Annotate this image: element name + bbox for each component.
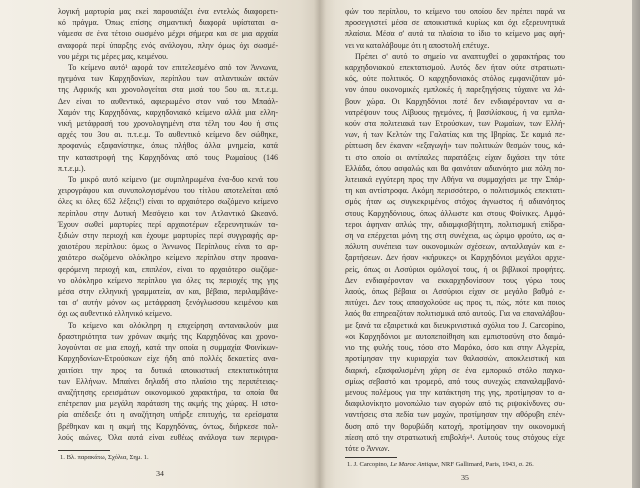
text-line: δυση από την θορυβώδη κατοχή, προτίμησαν την οικονομική bbox=[345, 421, 565, 431]
footnote-rule bbox=[345, 457, 397, 458]
text-line: ται σ' αυτήν μόνον ως μετάφραση ξενόγλωσσου κειμένου και bbox=[58, 298, 278, 308]
text-line: ξιδιών στην περιοχή και έχουμε μαρτυρίες περί συγγραφής αρ- bbox=[58, 231, 278, 241]
footnote-book-title: Le Maroc Antique bbox=[390, 461, 438, 468]
text-line: διαφιλονίκητο μονοπώλιο των αγορών από τις ριψοκίνδυνες συ- bbox=[345, 399, 565, 409]
text-line: νατρέψουν τους Λίβυους ηγεμόνες, ή βασιλίσκους, ή να εμπλα- bbox=[345, 107, 565, 117]
text-line: Το κείμενο και ολόκληρη η επιχείρηση αντανακλούν μια bbox=[68, 320, 278, 330]
text-line: περίπλου στην Δυτική Μεσόγειο και τον Ατλαντικό Ωκεανό. bbox=[58, 208, 278, 218]
text-line: προτίμησαν την κυριαρχία των θαλασσών, αποκλειστική και bbox=[345, 354, 565, 364]
footnote: 1. Βλ. παρακάτω, Σχόλια, Σημ. 1. bbox=[60, 454, 149, 461]
text-line: νάμεσα σε ένα τέτοιο σωσμένο μέχρι σήμερα και σε μια αρχαία bbox=[58, 29, 278, 39]
text-line: με ξανά τα εξαιρετικά και διευκρινιστικά σχόλια του J. Carcopino, bbox=[345, 320, 565, 330]
text-line: ρίπτωση δεν έκαναν «εξαγωγή» των πολιτικών θεσμών τους, κά- bbox=[345, 141, 565, 151]
paragraph bbox=[58, 320, 278, 443]
text-line: όχι ως αυθεντικό ελληνικό κείμενο. bbox=[58, 309, 172, 319]
text-line: πιτύχει. Δεν τους απασχολούσε ως προς τι, πώς, πότε και ποιος bbox=[345, 298, 565, 308]
text-line: βρέθηκαν και η ακμή της Καρχηδόνας, όντως, διήρκεσε πολ- bbox=[58, 421, 278, 431]
text-line: νο ολόκληρο κείμενο περίπλου για όλες τις περιοχές της γης bbox=[58, 275, 278, 285]
text-line: ξαρτήσεων. Δεν ήσαν «κήρυκες» οι Καρχηδόνιοι μεγάλοι αρχιε- bbox=[345, 253, 565, 263]
paragraph bbox=[58, 62, 278, 174]
text-line: νων, ή των Κελτών της Γαλατίας και της Ιβηρίας. Σε καμιά πε- bbox=[345, 130, 565, 140]
text-line: νει να καταλάβουμε ότι η αποστολή επέτυχε. bbox=[345, 40, 490, 50]
text-line: φερόμενη περιοχή και, επιπλέον, είναι το αρχαιότερο σωζόμε- bbox=[58, 264, 278, 274]
text-line: σμός ήταν ως συγκεκριμένος στόχος άγνωστος ή αδιανόητος bbox=[345, 197, 565, 207]
text-line: Έχουν σωθεί μαρτυρίες περί αρχαιοτέρων εξερευνητικών τα- bbox=[58, 219, 278, 229]
book-gutter bbox=[314, 0, 326, 488]
text-line: ηγεμόνα των Καρχηδονίων, περίπλου των ατλαντικών ακτών bbox=[58, 74, 278, 84]
page-text bbox=[345, 6, 565, 454]
text-line: χαιτίσει την προς τα δυτικά αποικιστική επεκτατικότητα bbox=[58, 365, 278, 375]
text-line: ση να επέρχεται μόνη της στη συνέχεια, ως ώριμο φρούτο, ως α- bbox=[345, 231, 565, 241]
text-line: φών του περίπλου, το κείμενο του οποίου δεν πρέπει παρά να bbox=[345, 7, 565, 16]
page-text bbox=[58, 6, 278, 443]
text-line: λούς αιώνες. Όλα αυτά είναι ευθέως ανάλογα των περιγρα- bbox=[58, 432, 278, 442]
text-line: λογική μαρτυρία μας εκεί παρουσιάζει ένα εντελώς διαφορετι- bbox=[58, 7, 278, 16]
text-line: επέτρεπαν μια μεγάλη παράταση της ακμής της χώρας. Η ιστο- bbox=[58, 399, 278, 409]
text-line: αναφορά περί ύπαρξης ενός ανάλογου, πλην όμως όχι σωσμέ- bbox=[58, 40, 278, 50]
text-line: μέσα στην ελληνική γραμματεία, αν και, βέβαια, περιλαμβάνε- bbox=[58, 287, 278, 297]
text-line: ρία απέδειξε ότι η αναζήτηση υπήρξε επιτυχής, τα ερείσματα bbox=[58, 410, 278, 420]
text-line: χαιοτέρου περίπλου: όμως ο Άννωνος Περίπλους είναι το αρ- bbox=[58, 242, 278, 252]
text-line: Χαμόν της Καρχηδόνας, καρχηδονιακό κείμενο αλλά μια ελλη- bbox=[58, 107, 278, 117]
text-line: πλαίσια. Μέσα σ' αυτά τα πλαίσια το ίδιο το κείμενο μας αφή- bbox=[345, 29, 565, 39]
text-line: τι στο οποίο οι αντίπαλες παρατάξεις είχαν διχάσει την τότε bbox=[345, 152, 565, 162]
footnote-publication: , NRF Gallimard, Paris, 1943, σ. 26. bbox=[437, 461, 534, 468]
text-line: πίεση από την στρατιωτική επιβολή»¹. Αυτούς τους στόχους είχε bbox=[345, 432, 565, 442]
text-line: της Αφρικής και χρονολογείται στα μισά του 5ου αι. π.τ.ε.μ. bbox=[58, 85, 278, 95]
text-line: λογούνται σε μια εποχή, κατά την οποία η συμμαχία Φοινίκων- bbox=[58, 343, 278, 353]
text-line: λαός θα επηρεαζόταν πολιτισμικά από αυτούς. Για να επαναλάβου- bbox=[345, 309, 565, 319]
text-line: την καταστροφή της Καρχηδόνας από τους Ρωμαίους (146 bbox=[58, 152, 278, 162]
text-line: προφανώς εξαφανίστηκε, όπως πλήθος άλλα μνημεία, κατά bbox=[58, 141, 278, 151]
scan-edge bbox=[632, 0, 640, 488]
text-line: ναντήσεις στα πεδία των μαχών, προτίμησαν την αθόρυβη επέν- bbox=[345, 410, 565, 420]
text-line: βουν χώρα. Οι Καρχηδόνιοι ποτέ δεν ενδιαφέρονταν να α- bbox=[345, 96, 565, 106]
footnote bbox=[347, 461, 567, 469]
text-line: πόλυτη συνέπεια των οικονομικών σχέσεων, ανταλλαγών και ε- bbox=[345, 242, 565, 252]
text-line: ρείς, όπως οι Ασσύριοι ομόλογοί τους, ή οι βιβλικοί προφήτες. bbox=[345, 264, 565, 274]
text-line: όλες κι όλες 652 λέξεις!) είναι το αρχαιότερο σωζόμενο κείμενο bbox=[58, 197, 278, 207]
text-line: Καρχηδονίων-Ετρούσκων είχε ήδη από πολλές δεκαετίες ανα- bbox=[58, 354, 278, 364]
text-line: Δεν είναι το αυθεντικό, αφιερωμένο στον ναό του Μπαάλ- bbox=[58, 96, 278, 106]
text-line: αναζήτησης ερεισμάτων οικονομικού χαρακτήρα, τα οποία θα bbox=[58, 387, 278, 397]
text-line: δραστηριότητα των χρόνων ακμής της Καρχηδόνας και χρονο- bbox=[58, 331, 278, 341]
text-line: τεροι άφηναν απλώς την, αδιαμφισβήτητη, πολιτισμική επίδρα- bbox=[345, 219, 565, 229]
text-line: Πρέπει σ' αυτό το σημείο να αναπτυχθεί ο χαρακτήρας του bbox=[355, 51, 565, 61]
text-line: νιο της φυλής τους, τόσο στο Μαρόκο, όσο και στην Αλγερία, bbox=[345, 343, 565, 353]
text-line: μενους πολέμους για την κατάκτηση της γης, προτίμησαν το α- bbox=[345, 387, 565, 397]
text-line: προσεγγιστεί μέσα σε αποικιστικά κυρίως και όχι εξερευνητικά bbox=[345, 18, 565, 28]
text-line: νου μέχρι τις μέρες μας, κειμένου. bbox=[58, 51, 169, 61]
text-line: Ελλάδα, όπου ασφαλώς και θα φαινόταν αδιανόητο μια πόλη πο- bbox=[345, 163, 565, 173]
text-line: χαιότερο σωζόμενο ολόκληρο κείμενο περίπλου στην προανα- bbox=[58, 253, 278, 263]
text-line: λαούς, όπως βέβαια οι Ασσύριοι είχαν σε μεγάλο βαθμό ε- bbox=[345, 287, 565, 297]
text-line: τη και αντίστροφα. Ακόμη περισσότερο, ο πολιτισμικός επεκτατι- bbox=[345, 186, 565, 196]
text-line: Το μικρό αυτό κείμενο (με συμπληρωμένα ένα-δυο κενά του bbox=[68, 175, 278, 185]
text-line: στους Καρχηδόνιους, όπως άλλωστε και στους Φοίνικες. Αμφό- bbox=[345, 208, 565, 218]
text-line: των Ελλήνων. Μπαίνει δηλαδή στο πλαίσιο της περιπέτειας- bbox=[58, 376, 278, 386]
text-line: σμίως σεβαστό και τρομερό, από τους συνεχώς επαναλαμβανό- bbox=[345, 376, 565, 386]
text-line: π.τ.ε.μ.). bbox=[58, 163, 86, 173]
text-line: κός, ούτε πολιτικός. Ο καρχηδονιακός στόλος εμφανιζόταν μό- bbox=[345, 74, 565, 84]
page-number: 34 bbox=[156, 469, 164, 478]
text-line: «οι Καρχηδόνιοι με αυτοπεποίθηση και εμπιστοσύνη στο δαιμό- bbox=[345, 331, 565, 341]
text-line: κό πράγμα. Όπως επίσης σημαντική διαφορά υφίσταται α- bbox=[58, 18, 278, 28]
text-line: καρχηδονιακού επεκτατισμού. Αυτός δεν ήταν ούτε στρατιωτι- bbox=[345, 63, 565, 73]
text-line: Το κείμενο αυτό¹ αφορά τον επιτελεσμένο από τον Άννωνα, bbox=[68, 63, 278, 73]
text-line: λιτειακά εγγύτερη προς την Αθήνα να συμμαχήσει με την Σπάρ- bbox=[345, 175, 565, 185]
text-line: αρχές του 3ου αι. π.τ.ε.μ. Το αυθεντικό κείμενο δεν σώθηκε, bbox=[58, 130, 278, 140]
text-line: νον όπου οικονομικές εμπλοκές ή παρεξηγήσεις τύχαινε να λά- bbox=[345, 85, 565, 95]
text-line: νική μετάφρασή του χρονολογημένη στα τέλη του 4ου ή στις bbox=[58, 119, 278, 129]
page-number: 35 bbox=[461, 473, 469, 482]
paragraph bbox=[345, 6, 565, 51]
right-page bbox=[320, 0, 632, 488]
footnote-author: 1. J. Carcopino, bbox=[347, 461, 391, 468]
text-line: τότε ο Άννων. bbox=[345, 443, 390, 453]
paragraph bbox=[345, 51, 565, 454]
text-line: χειρογράφου και συνυπολογισμένου του τίτλου αποτελείται από bbox=[58, 186, 278, 196]
text-line: κούν στα πολιτειακά των Ετρούσκων, των Ρωμαίων, των Ελλή- bbox=[345, 119, 565, 129]
text-line: διαρκή, εξασφαλισμένη χάρη σε ένα εμπορικό στόλο παγκο- bbox=[345, 365, 565, 375]
text-line: Δεν ενδιαφέρονταν να εκκαρχηδονίσουν τους γύρω τους bbox=[345, 275, 565, 285]
paragraph bbox=[58, 6, 278, 62]
footnote-rule bbox=[58, 450, 110, 451]
paragraph bbox=[58, 174, 278, 320]
